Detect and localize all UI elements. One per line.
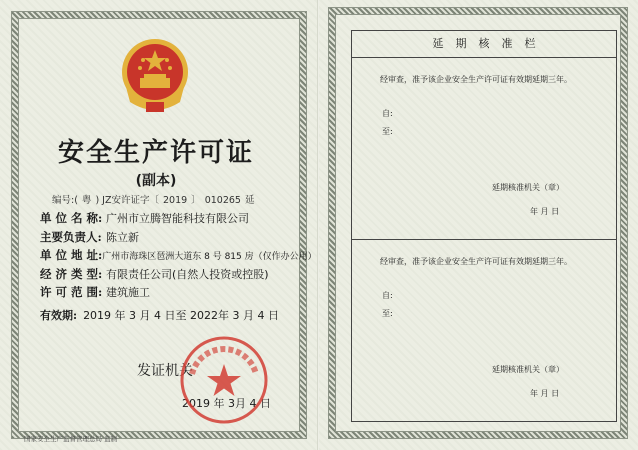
field-value: 广州市立腾智能科技有限公司 (106, 212, 249, 225)
field-value: 有限责任公司(自然人投资或控股) (106, 267, 269, 281)
validity-text: 2019 年 3 月 4 日至 2022年 3 月 4 日 (83, 309, 280, 322)
extension-to: 至: (382, 309, 393, 318)
field-value: 广州市海珠区琶洲大道东 8 号 815 房（仅作办公用） (102, 252, 317, 262)
number-province: 粤 (81, 195, 92, 206)
field-value: 建筑施工 (106, 286, 150, 299)
number-suffix: 〕 (191, 195, 201, 206)
number-serial: 010265 (204, 195, 241, 206)
field-value: 陈立新 (106, 230, 139, 244)
field-label: 单 位 名 称: (40, 211, 103, 225)
certificate-title: 安全生产许可证 (57, 138, 254, 168)
issuing-authority: 发证机关 (137, 363, 193, 379)
field-label: 许 可 范 围: (40, 285, 103, 299)
extension-title: 延期核准栏 (352, 31, 616, 58)
issue-date: 2019 年 3月 4 日 (182, 397, 271, 410)
extension-to: 至: (382, 127, 393, 136)
field-label: 单 位 地 址: (40, 248, 103, 262)
extension-from: 自: (382, 109, 393, 118)
number-year: 2019 (162, 195, 188, 206)
footer-note: 国家安全生产监督管理总局 监制 (24, 435, 118, 443)
certificate-fields (40, 210, 317, 303)
number-ext: 延 (244, 195, 255, 206)
extension-from: 自: (382, 291, 393, 300)
certificate-subtitle: (副本) (135, 173, 177, 189)
extension-authority: 延期核准机关（章） (492, 365, 564, 374)
extension-table (351, 30, 617, 422)
number-prefix: 编号:( (52, 195, 78, 206)
extension-text: 经审查，准予该企业安全生产许可证有效期延期三年。 (380, 257, 572, 266)
extension-date: 年 月 日 (530, 207, 560, 216)
validity-period (40, 307, 300, 323)
extension-text: 经审查，准予该企业安全生产许可证有效期延期三年。 (380, 75, 572, 84)
national-emblem-icon (116, 32, 194, 118)
certificate-page (0, 0, 318, 450)
field-row-economy-type (40, 266, 308, 285)
extension-page (319, 0, 638, 450)
validity-label: 有效期: (40, 309, 78, 322)
extension-authority: 延期核准机关（章） (492, 183, 564, 192)
field-row-principal (40, 229, 308, 248)
field-row-address (40, 247, 317, 266)
certificate-number (52, 192, 302, 206)
official-seal-icon (178, 334, 270, 426)
field-label: 经 济 类 型: (40, 266, 103, 281)
number-code: ) JZ安许证字〔 (95, 195, 159, 206)
field-row-company (40, 210, 308, 229)
field-row-scope (40, 284, 308, 303)
extension-block (352, 240, 616, 421)
field-label: 主要负责人: (40, 229, 102, 244)
extension-block (352, 58, 616, 240)
extension-date: 年 月 日 (530, 389, 560, 398)
